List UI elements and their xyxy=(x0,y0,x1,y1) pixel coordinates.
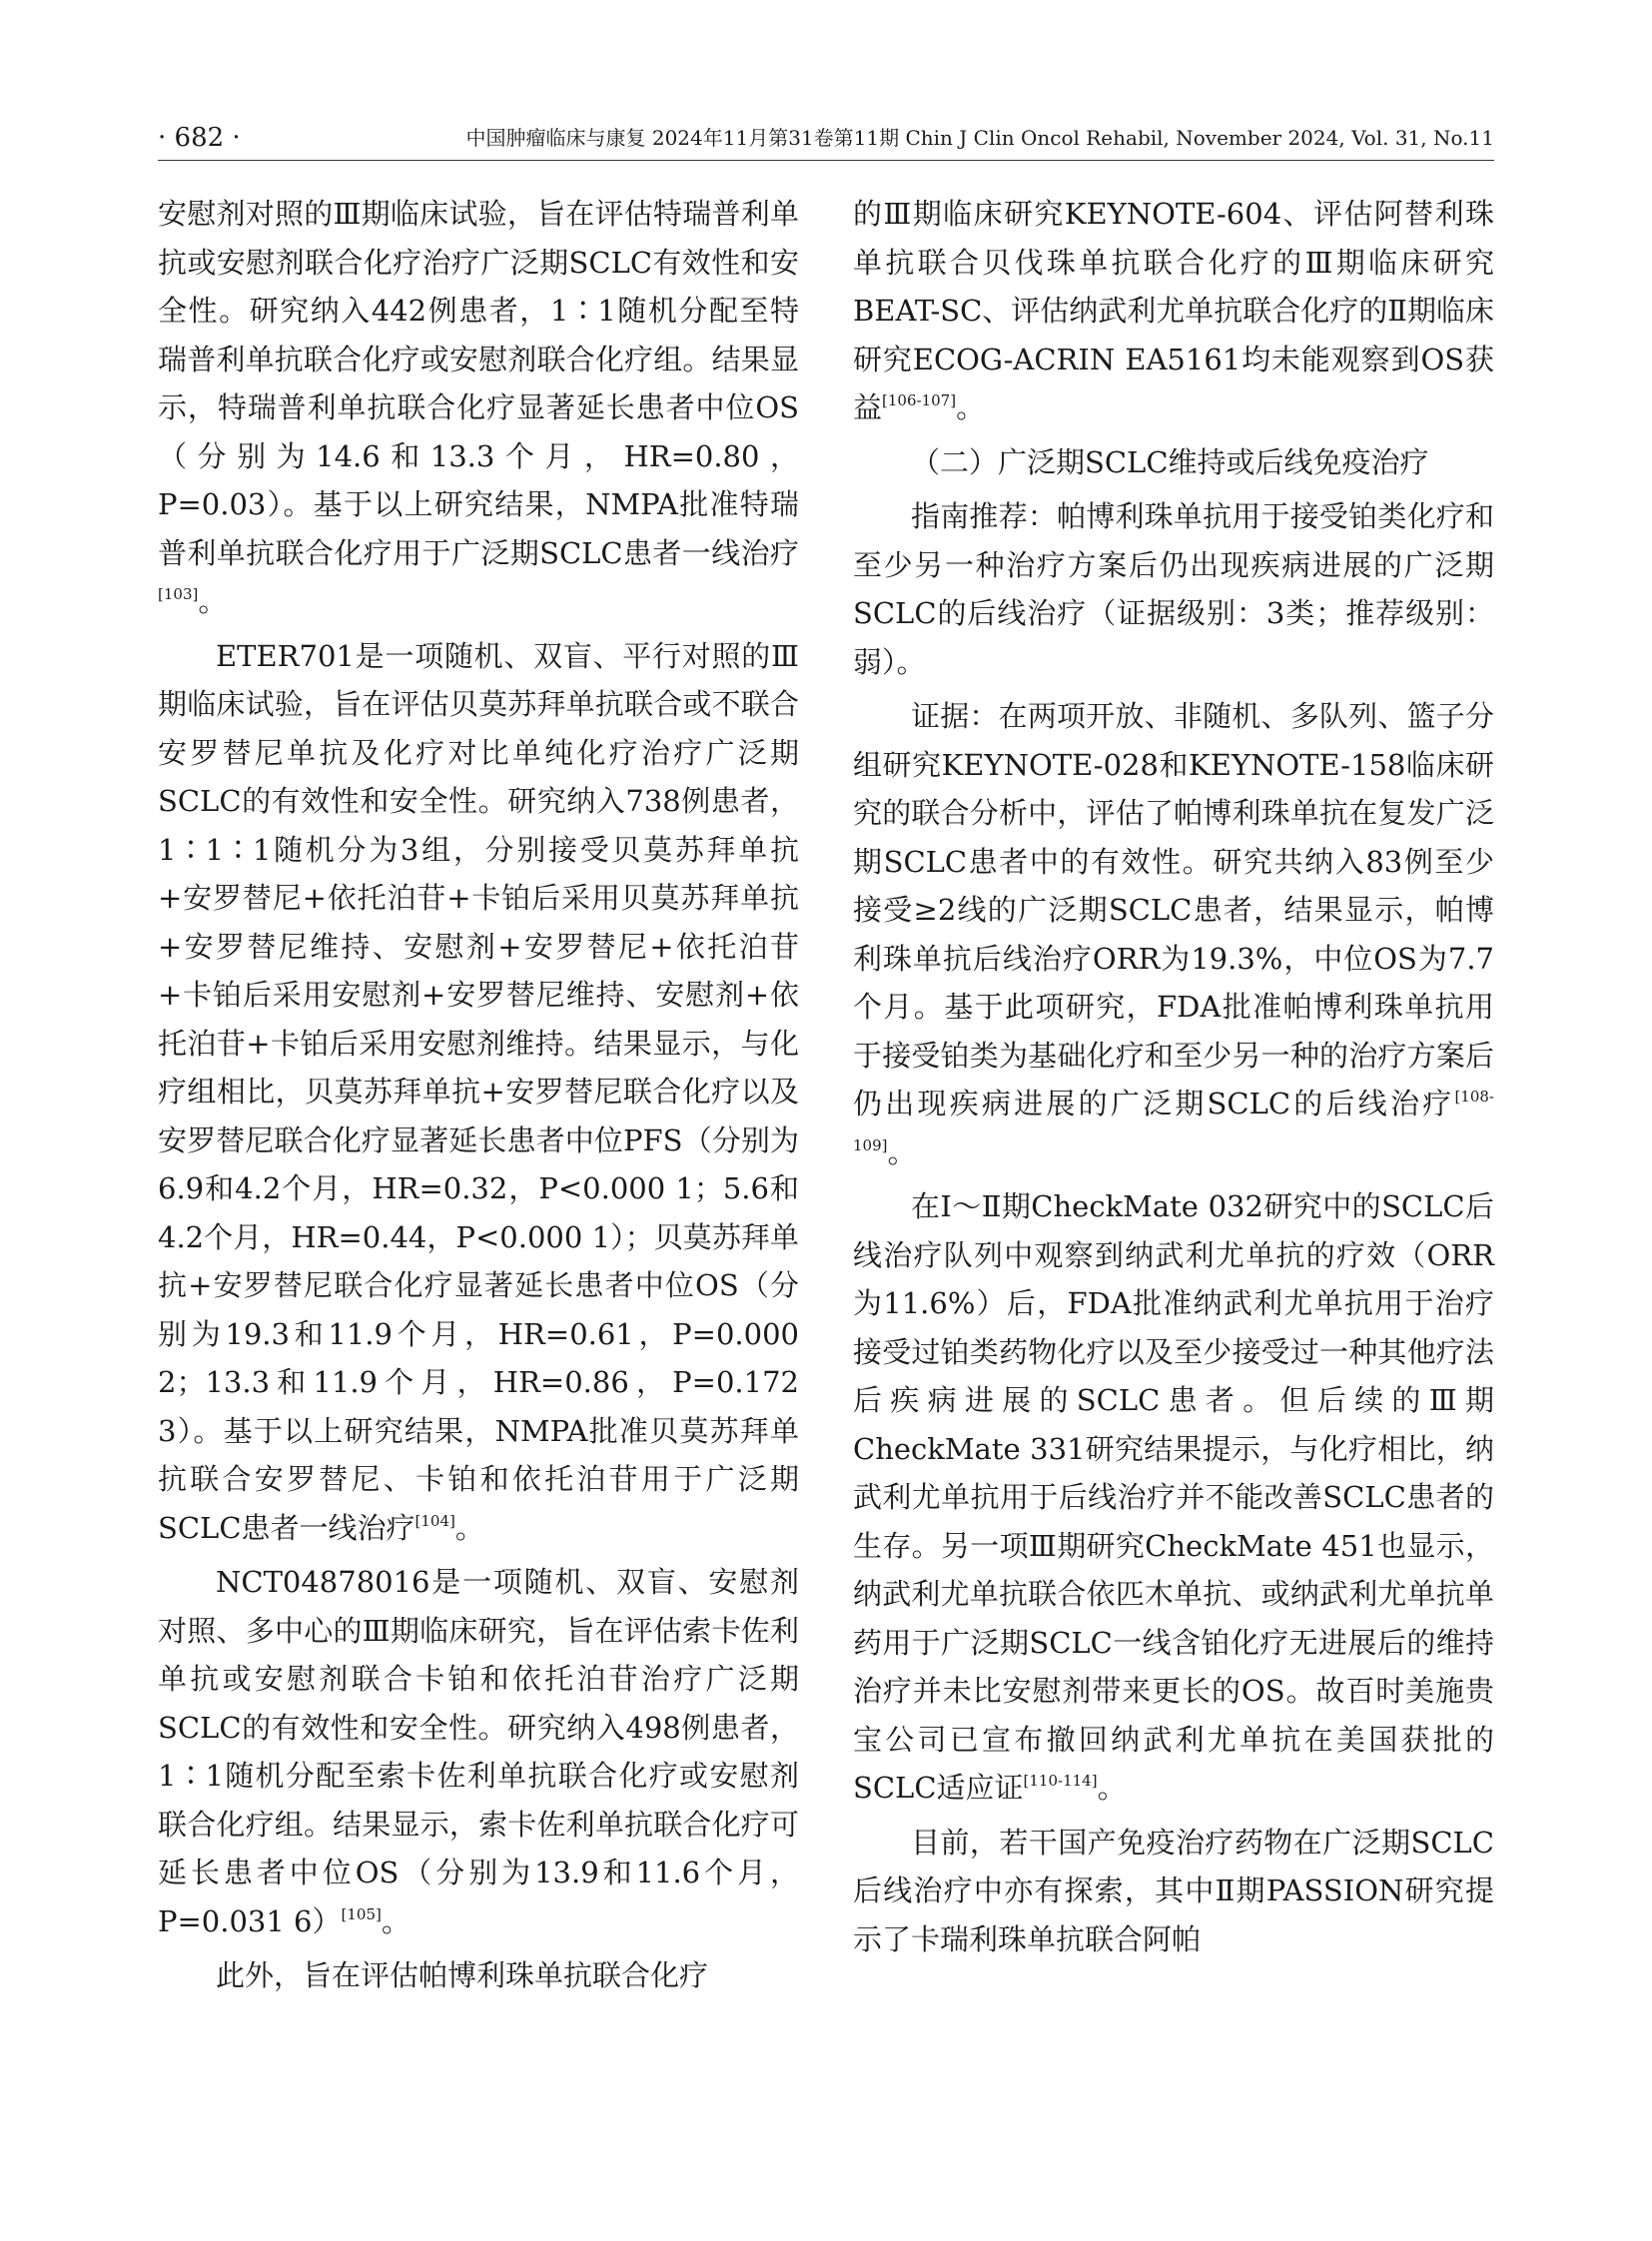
running-header xyxy=(158,118,1494,158)
paragraph: NCT04878016是一项随机、双盲、安慰剂对照、多中心的Ⅲ期临床研究，旨在评估索卡佐利单抗或安慰剂联合卡铂和依托泊苷治疗广泛期SCLC的有效性和安全性。研究纳入498例患者，1∶1随机分配至索卡佐利单抗联合化疗或安慰剂联合化疗组。结果显示，索卡佐利单抗联合化疗可延长患者中位OS（分别为13.9和11.6个月，P=0.031 6）[105]。 xyxy=(158,1565,799,1938)
header-rule xyxy=(158,160,1494,161)
citation-ref: [110-114] xyxy=(1023,1772,1098,1790)
paragraph: 证据：在两项开放、非随机、多队列、篮子分组研究KEYNOTE-028和KEYNOTE-158临床研究的联合分析中，评估了帕博利珠单抗在复发广泛期SCLC患者中的有效性。研究共纳入83例至少接受≥2线的广泛期SCLC患者，结果显示，帕博利珠单抗后线治疗ORR为19.3%，中位OS为7.7个月。基于此项研究，FDA批准帕博利珠单抗用于接受铂类为基础化疗和至少另一种的治疗方案后仍出现疾病进展的广泛期SCLC的后线治疗[108-109]。 xyxy=(853,699,1494,1169)
paragraph: 指南推荐：帕博利珠单抗用于接受铂类化疗和至少另一种治疗方案后仍出现疾病进展的广泛期SCLC的后线治疗（证据级别：3类；推荐级别：弱）。 xyxy=(853,499,1494,679)
paragraph: 目前，若干国产免疫治疗药物在广泛期SCLC后线治疗中亦有探索，其中Ⅱ期PASSION研究提示了卡瑞利珠单抗联合阿帕 xyxy=(853,1825,1494,1956)
right-column xyxy=(853,190,1494,1969)
citation-ref: [104] xyxy=(414,1511,455,1530)
paragraph: 的Ⅲ期临床研究KEYNOTE-604、评估阿替利珠单抗联合贝伐珠单抗联合化疗的Ⅲ期临床研究BEAT-SC、评估纳武利尤单抗联合化疗的Ⅱ期临床研究ECOG-ACRIN EA5161均未能观察到OS获益[106-107]。 xyxy=(853,197,1495,424)
citation-ref: [103] xyxy=(158,585,199,603)
section-heading: （二）广泛期SCLC维持或后线免疫治疗 xyxy=(911,444,1429,479)
paragraph: ETER701是一项随机、双盲、平行对照的Ⅲ期临床试验，旨在评估贝莫苏拜单抗联合或不联合安罗替尼单抗及化疗对比单纯化疗治疗广泛期SCLC的有效性和安全性。研究纳入738例患者，1∶1∶1随机分为3组，分别接受贝莫苏拜单抗+安罗替尼+依托泊苷+卡铂后采用贝莫苏拜单抗+安罗替尼维持、安慰剂+安罗替尼+依托泊苷+卡铂后采用安慰剂+安罗替尼维持、安慰剂+依托泊苷+卡铂后采用安慰剂维持。结果显示，与化疗组相比，贝莫苏拜单抗+安罗替尼联合化疗以及安罗替尼联合化疗显著延长患者中位PFS（分别为6.9和4.2个月，HR=0.32，P<0.000 1；5.6和4.2个月，HR=0.44，P<0.000 1）；贝莫苏拜单抗+安罗替尼联合化疗显著延长患者中位OS（分别为19.3和11.9个月，HR=0.61，P=0.000 2；13.3和11.9个月，HR=0.86，P=0.172 3）。基于以上研究结果，NMPA批准贝莫苏拜单抗联合安罗替尼、卡铂和依托泊苷用于广泛期SCLC患者一线治疗[104]。 xyxy=(158,638,799,1545)
paragraph: 安慰剂对照的Ⅲ期临床试验，旨在评估特瑞普利单抗或安慰剂联合化疗治疗广泛期SCLC有效性和安全性。研究纳入442例患者，1∶1随机分配至特瑞普利单抗联合化疗或安慰剂联合化疗组。结果显示，特瑞普利单抗联合化疗显著延长患者中位OS（分别为14.6和13.3个月，HR=0.80，P=0.03）。基于以上研究结果，NMPA批准特瑞普利单抗联合化疗用于广泛期SCLC患者一线治疗[103]。 xyxy=(158,197,799,618)
citation-ref: [108-109] xyxy=(853,1088,1494,1154)
page-number: · 682 · xyxy=(158,123,241,153)
left-column xyxy=(158,190,799,2006)
citation-ref: [105] xyxy=(341,1904,382,1923)
citation-ref: [106-107] xyxy=(882,391,957,409)
paragraph: 在Ⅰ～Ⅱ期CheckMate 032研究中的SCLC后线治疗队列中观察到纳武利尤单抗的疗效（ORR为11.6%）后，FDA批准纳武利尤单抗用于治疗接受过铂类药物化疗以及至少接受过一种其他疗法后疾病进展的SCLC患者。但后续的Ⅲ期CheckMate 331研究结果提示，与化疗相比，纳武利尤单抗用于后线治疗并不能改善SCLC患者的生存。另一项Ⅲ期研究CheckMate 451也显示，纳武利尤单抗联合依匹木单抗、或纳武利尤单抗单药用于广泛期SCLC一线含铂化疗无进展后的维持治疗并未比安慰剂带来更长的OS。故百时美施贵宝公司已宣布撤回纳武利尤单抗在美国获批的SCLC适应证[110-114]。 xyxy=(853,1189,1494,1805)
journal-citation: 中国肿瘤临床与康复 2024年11月第31卷第11期 Chin J Clin Oncol Rehabil, November 2024, Vol. 31, No.11 xyxy=(465,126,1494,150)
paragraph: 此外，旨在评估帕博利珠单抗联合化疗 xyxy=(216,1958,709,1992)
